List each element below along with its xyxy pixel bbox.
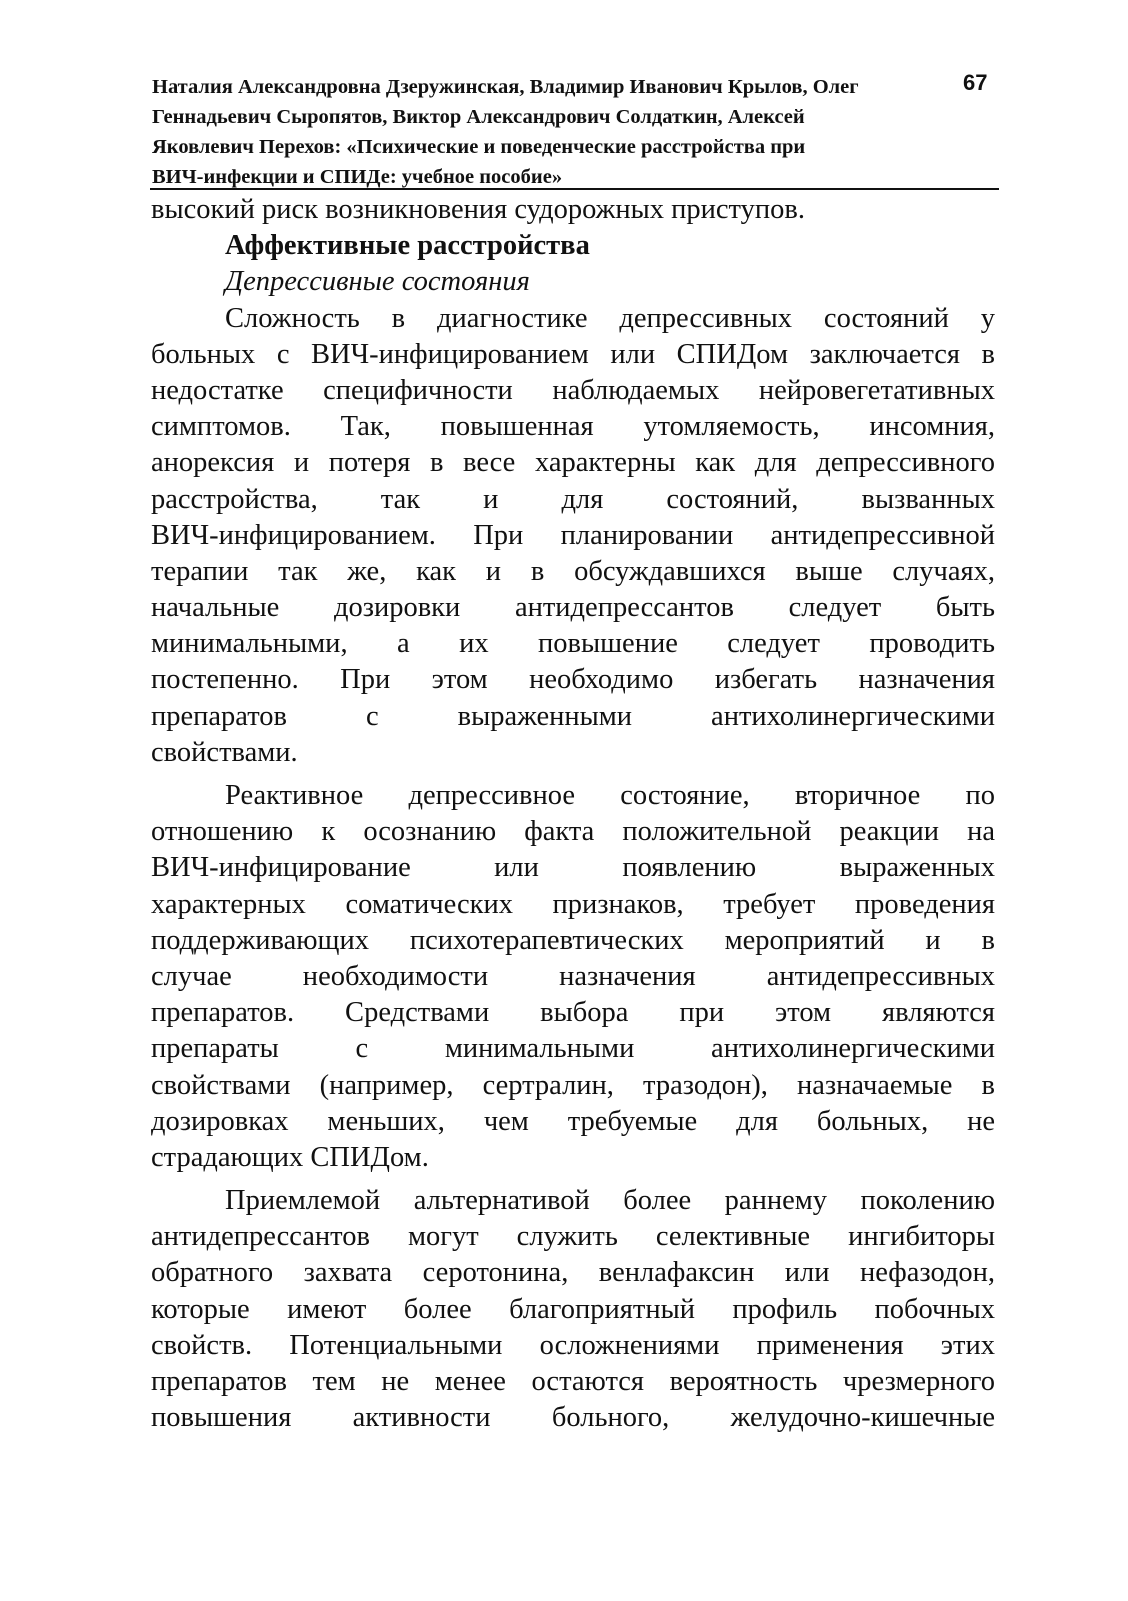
paragraph-line: ВИЧ-инфицирование или появлению выраженных [151, 852, 995, 884]
paragraph-line: расстройства, так и для состояний, вызванных [151, 483, 995, 515]
paragraph-gap [151, 1176, 995, 1183]
header-line: Яковлевич Перехов: «Психические и поведенческие расстройства при [152, 136, 806, 158]
header-line: Геннадьевич Сыропятов, Виктор Александрович Солдаткин, Алексей [152, 106, 805, 128]
paragraph-line: повышения активности больного, желудочно-кишечные [151, 1402, 995, 1434]
paragraph-line: антидепрессантов могут служить селективные ингибиторы [151, 1221, 995, 1253]
paragraph-line: свойствами. [151, 736, 298, 768]
paragraph-line: случае необходимости назначения антидепрессивных [151, 960, 995, 992]
paragraph-line: препаратов тем не менее остаются вероятность чрезмерного [151, 1366, 995, 1397]
paragraph-line: свойствами (например, сертралин, тразодон), назначаемые в [151, 1069, 995, 1101]
paragraph-3 [151, 1183, 995, 1436]
paragraph-line: постепенно. При этом необходимо избегать назначения [151, 664, 995, 696]
section-heading: Аффективные расстройства [225, 230, 590, 262]
paragraph-line: Приемлемой альтернативой более раннему поколению [225, 1185, 995, 1217]
paragraph-1 [151, 301, 995, 771]
paragraph-line: ВИЧ-инфицированием. При планировании антидепрессивной [151, 519, 995, 551]
paragraph-line: поддерживающих психотерапевтических мероприятий и в [151, 924, 995, 956]
header-divider [150, 188, 999, 190]
paragraph-line: Сложность в диагностике депрессивных состояний у [225, 302, 995, 334]
paragraph-line: минимальными, а их повышение следует проводить [151, 628, 995, 660]
running-header [152, 72, 1002, 192]
paragraph-line: терапии так же, как и в обсуждавшихся выше случаях, [151, 555, 995, 587]
paragraph-line: препаратов с выраженными антихолинергическими [151, 700, 995, 732]
paragraph-line: характерных соматических признаков, требует проведения [151, 888, 995, 920]
paragraph-line: отношению к осознанию факта положительной реакции на [151, 816, 995, 848]
section-subheading: Депрессивные состояния [225, 266, 530, 298]
paragraph-line: больных с ВИЧ-инфицированием или СПИДом заключается в [151, 338, 995, 370]
paragraph-line: дозировках меньших, чем требуемые для больных, не [151, 1105, 995, 1137]
paragraph-line: недостатке специфичности наблюдаемых нейровегетативных [151, 374, 995, 406]
paragraph-line: обратного захвата серотонина, венлафаксин или нефазодон, [151, 1257, 995, 1289]
paragraph-gap [151, 771, 995, 778]
header-line: ВИЧ-инфекции и СПИДе: учебное пособие» [152, 166, 563, 188]
paragraph-line: симптомов. Так, повышенная утомляемость, инсомния, [151, 411, 995, 443]
header-line: Наталия Александровна Дзеружинская, Владимир Иванович Крылов, Олег [152, 76, 859, 98]
paragraph-line: которые имеют более благоприятный профиль побочных [151, 1293, 995, 1325]
page-number: 67 [963, 70, 988, 95]
paragraph-line: препаратов. Средствами выбора при этом являются [151, 997, 995, 1029]
paragraph-line: Реактивное депрессивное состояние, вторичное по [225, 780, 995, 811]
paragraph-2 [151, 778, 995, 1176]
paragraph-line: анорексия и потеря в весе характерны как для депрессивного [151, 447, 995, 479]
body-text [151, 192, 995, 1436]
paragraph-line: препараты с минимальными антихолинергическими [151, 1033, 995, 1065]
paragraph-line: начальные дозировки антидепрессантов следует быть [151, 592, 995, 624]
paragraph-line: страдающих СПИДом. [151, 1141, 429, 1173]
paragraph-line: свойств. Потенциальными осложнениями применения этих [151, 1329, 995, 1361]
continuation-line: высокий риск возникновения судорожных приступов. [151, 194, 805, 225]
